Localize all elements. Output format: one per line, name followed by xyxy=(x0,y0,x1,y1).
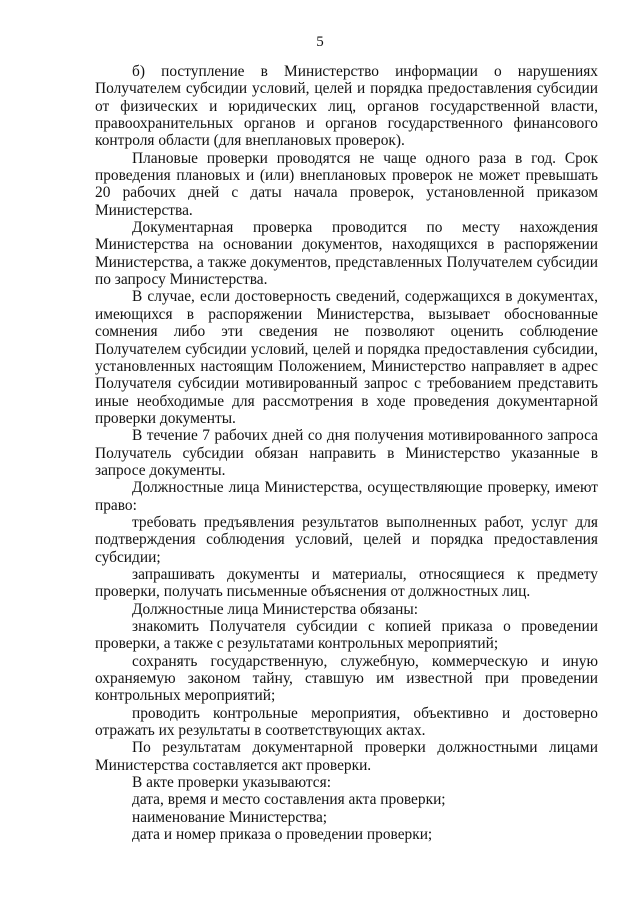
paragraph: Плановые проверки проводятся не чаще одного раза в год. Срок проведения плановых и (или) внеплановых проверок не может превышать 20 рабочих дней с даты начала проверок, установленной приказом Министерства. xyxy=(95,149,598,219)
page-number: 5 xyxy=(316,34,324,50)
paragraph: б) поступление в Министерство информации о нарушениях Получателем субсидии условий, целей и порядка предоставления субсидии от физических и юридических лиц, органов государственной власти, правоохранительных органов и органов государственного финансового контроля области (для внеплановых проверок). xyxy=(95,63,598,150)
paragraph: запрашивать документы и материалы, относящиеся к предмету проверки, получать письменные объяснения от должностных лиц. xyxy=(95,565,598,601)
paragraph: дата, время и место составления акта проверки; xyxy=(132,791,446,809)
paragraph: дата и номер приказа о проведении проверки; xyxy=(132,826,433,844)
paragraph: знакомить Получателя субсидии с копией приказа о проведении проверки, а также с результатами контрольных мероприятий; xyxy=(95,618,598,653)
paragraph: Должностные лица Министерства обязаны: xyxy=(132,600,419,618)
paragraph: требовать предъявления результатов выполненных работ, услуг для подтверждения соблюдения условий, целей и порядка предоставления субсидии; xyxy=(95,513,598,566)
paragraph: В течение 7 рабочих дней со дня получения мотивированного запроса Получатель субсидии обязан направить в Министерство указанные в запросе документы. xyxy=(95,427,598,479)
paragraph: Должностные лица Министерства, осуществляющие проверку, имеют право: xyxy=(95,479,598,514)
paragraph: наименование Министерства; xyxy=(132,808,328,826)
paragraph: проводить контрольные мероприятия, объективно и достоверно отражать их результаты в соответствующих актах. xyxy=(95,704,598,740)
paragraph: Документарная проверка проводится по месту нахождения Министерства на основании документов, находящихся в распоряжении Министерства, а также документов, представленных Получателем субсидии по запросу Министерства. xyxy=(95,219,598,289)
paragraph: сохранять государственную, служебную, коммерческую и иную охраняемую законом тайну, ставшую им известной при проведении контрольных мероприятий; xyxy=(95,652,598,705)
paragraph: По результатам документарной проверки должностными лицами Министерства составляется акт проверки. xyxy=(95,739,598,774)
document-body xyxy=(95,63,598,843)
paragraph: В случае, если достоверность сведений, содержащихся в документах, имеющихся в распоряжении Министерства, вызывает обоснованные сомнения либо эти сведения не позволяют оценить соблюдение Получателем субсидии условий, целей и порядка предоставления субсидии, установленных настоящим Положением, Министерство направляет в адрес Получателя субсидии мотивированный запрос с требованием представить иные необходимые для рассмотрения в ходе проведения документарной проверки документы. xyxy=(95,288,598,427)
paragraph: В акте проверки указываются: xyxy=(132,774,331,792)
